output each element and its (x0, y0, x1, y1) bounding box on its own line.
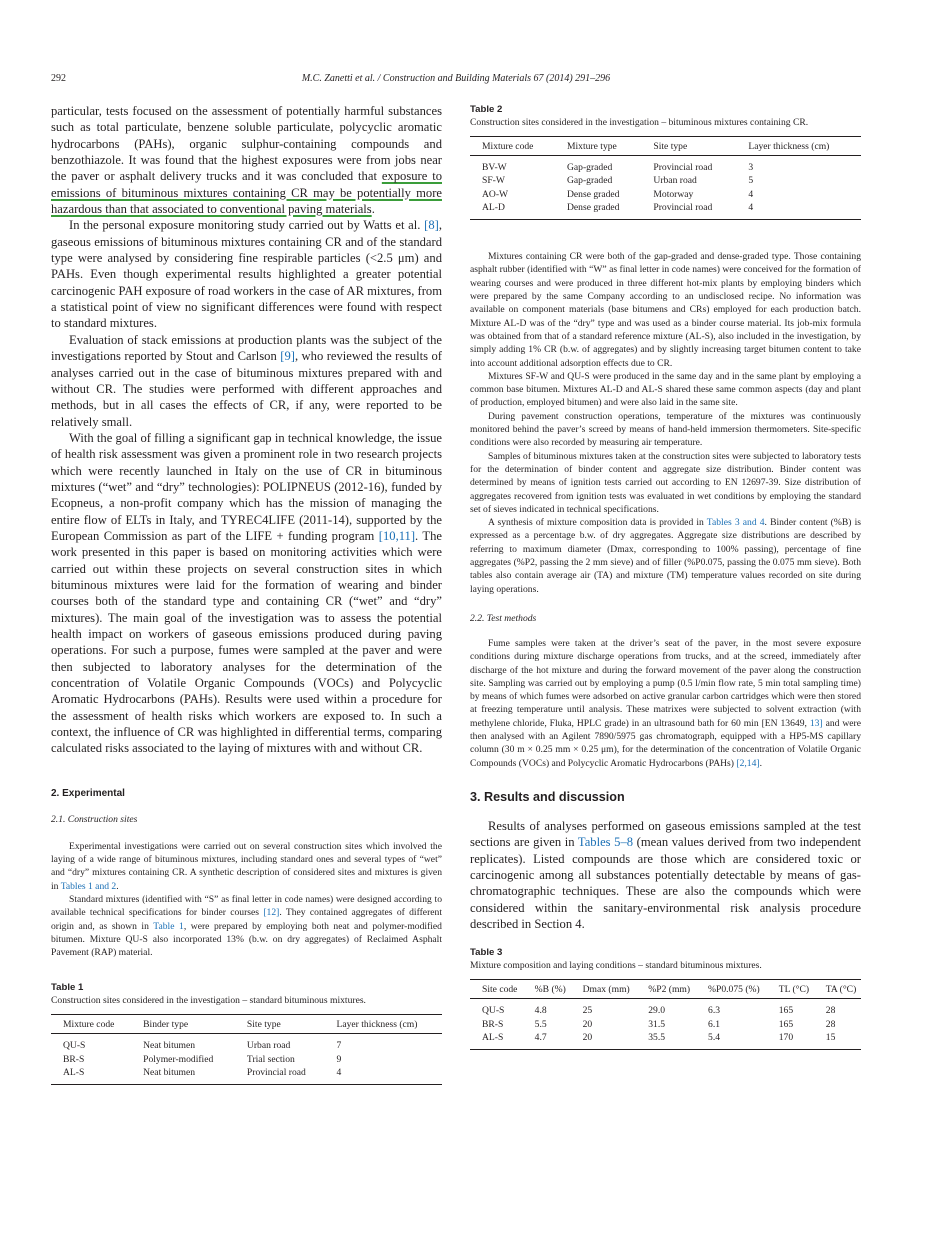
table-cell: Neat bitumen (143, 1067, 196, 1079)
paragraph: With the goal of filling a significant gap in technical knowledge, the issue of health risk assessment was given a prominent role in two research projects which were recently launched in Italy on the use of CR in bituminous mixtures (“wet” and “dry” technologies): POLIPNEUS (2012-16), funded by Ecopneus, a non-profit company which has the mission of managing the entire flow of ELTs in Italy, and TYREC4LIFE (2011-14), supported by the European Commission as part of the LIFE + funding program [10,11]. The work presented in this paper is based on monitoring activities which were carried out within these projects on several construction sites in which bituminous mixtures were laid for the formation of wearing and binder courses both of the standard type and containing CR (“wet” and “dry” mixtures). The main goal of the investigation was to assess the potential health impact on workers of gaseous emissions produced during paving operations. For such a purpose, fumes were sampled at the paver and were then subjected to laboratory analyses for the determination of the concentration of Volatile Organic Compounds (VOCs) and Polycyclic Aromatic Hydrocarbons (PAHs). Results were used within a procedure for the assessment of health risks which workers are exposed to. In such a context, the influence of CR was highlighted in differential terms, comparing calculated risks associated to the laying of mixtures with and without CR. (51, 430, 442, 756)
table-label: Table 2 (470, 104, 503, 115)
table-1 (51, 981, 442, 1085)
table-cell: BV-W (482, 162, 507, 173)
experimental-text (51, 840, 442, 960)
table-cell: AL-S (482, 1031, 504, 1043)
table-cell: Urban road (246, 1040, 291, 1052)
table-cell: 28 (825, 1005, 836, 1017)
table-cell: 25 (582, 1005, 593, 1017)
data-table (470, 136, 861, 220)
table-cell: BR-S (482, 1018, 504, 1030)
column-header: Layer thickness (cm) (748, 141, 830, 152)
table-cell: 7 (336, 1040, 342, 1052)
table-row (470, 1031, 861, 1050)
table-cell: Motorway (653, 188, 694, 200)
table-row (51, 1066, 442, 1085)
table-3 (470, 946, 861, 1050)
data-table (470, 979, 861, 1050)
table-cell: BR-S (63, 1053, 85, 1065)
table-label: Table 3 (470, 947, 503, 959)
left-column (51, 103, 442, 1085)
test-methods-text (470, 637, 861, 770)
table-cell: QU-S (63, 1040, 86, 1052)
mixtures-text (470, 250, 861, 596)
table-cell: 5.5 (534, 1018, 547, 1030)
table-cell: Gap-graded (566, 175, 613, 187)
paragraph: Experimental investigations were carried out on several construction sites which involved the laying of a wide range of bituminous mixtures, including standard ones and several types of “wet” and “dry” mixtures containing CR. A synthetic description of considered sites and mixtures is given in Tables 1 and 2. (51, 840, 442, 892)
results-text (470, 818, 861, 932)
table-cell: AO-W (482, 188, 509, 200)
table-cell: 4.8 (534, 1005, 547, 1017)
paragraph: Evaluation of stack emissions at production plants was the subject of the investigations reported by Stout and Carlson [9], who reviewed the results of analyses carried out in the case of bituminous mixtures prepared with and without CR. The studies were performed with different approaches and methods, but in all cases the effects of CR, if any, were reported to be relatively small. (51, 332, 442, 429)
paragraph: Samples of bituminous mixtures taken at the construction sites were subjected to laboratory tests for the determination of binder content and aggregate size distribution. Binder content was determined by means of ignition tests carried out according to EN 12697-39. Size distribution of aggregates recovered from ignition tests was evaluated in wet conditions by employing the standard set of sieves indicated in technical specifications. (470, 450, 861, 515)
table-cell: 4.7 (534, 1031, 547, 1043)
paragraph: Results of analyses performed on gaseous emissions sampled at the test sections are given in Tables 5–8 (mean values derived from two independent replicates). Listed compounds are those which are considered toxic or carcinogenic among all substances potentially detectable by means of gas-chromatographic techniques. These are also the compounds which were considered within the sanitary-environmental risk analysis procedure described in Section 4. (470, 818, 861, 931)
column-header: Mixture code (63, 1019, 115, 1031)
data-table (51, 1014, 442, 1085)
column-header: TA (°C) (825, 984, 857, 996)
table-cell: 6.1 (708, 1018, 721, 1030)
subsection-heading: 2.2. Test methods (470, 612, 537, 624)
table-caption: Table 1 Construction sites considered in the investigation – standard bituminous mixtures. (51, 982, 366, 1007)
table-row (470, 174, 861, 187)
table-link[interactable]: Tables 5–8 (577, 835, 634, 850)
table-link[interactable]: Table 1 (153, 920, 184, 932)
table-cell: 20 (582, 1031, 593, 1043)
table-cell: Neat bitumen (143, 1040, 196, 1052)
table-row (51, 1034, 442, 1053)
column-header: Layer thickness (cm) (336, 1019, 418, 1031)
column-header: Binder type (143, 1019, 189, 1031)
subsection-heading: 2.1. Construction sites (51, 813, 138, 825)
table-cell: 9 (336, 1053, 342, 1065)
table-cell: 4 (336, 1067, 342, 1079)
column-header: %P2 (mm) (648, 984, 691, 996)
table-link[interactable]: Tables 1 and 2 (60, 880, 117, 892)
table-cell: AL-S (63, 1067, 85, 1079)
table-caption: Table 2 Construction sites considered in the investigation – bituminous mixtures containing CR. (470, 104, 809, 128)
table-cell: 35.5 (648, 1031, 666, 1043)
table-row (51, 1053, 442, 1066)
table-cell: Dense graded (566, 188, 620, 200)
table-cell: SF-W (482, 175, 505, 187)
citation-link[interactable]: [8] (424, 218, 439, 233)
table-row (470, 999, 861, 1018)
column-header: Dmax (mm) (582, 984, 630, 996)
table-cell: 4 (748, 188, 754, 200)
section-heading: 2. Experimental (51, 787, 125, 799)
paragraph: Mixtures containing CR were both of the gap-graded and dense-graded type. Those containing asphalt rubber (identified with “W” as final letter in code names) were conceived for the formation of wearing courses and were produced in three different hot-mix plants by employing binders which were prepared by the same Company according to an undisclosed recipe. No information was available on component materials (base bitumens and CRs) employed for each production batch. Mixture AL-D was of the “dry” type and was used as a binder course material. Its job-mix formula was obtained from that of a standard reference mixture (AL-S), also included in the investigation, by simply adding 1% CR (b.w. of aggregates) and by slightly increasing target bitumen content to take into account additional adsorption effects due to CR. (470, 251, 861, 369)
paragraph: During pavement construction operations, temperature of the mixtures was continuously monitored behind the paver’s screed by means of hand-held immersion thermometers. Site-specific conditions were also recorded by measuring air temperature. (470, 410, 861, 449)
paragraph: Mixtures SF-W and QU-S were produced in the same day and in the same plant by employing a common base bitumen. Mixtures AL-D and AL-S shared these same common aspects (day and plant of production, employed bitumen) and were also laid in the same site. (470, 370, 861, 409)
section-heading: 3. Results and discussion (470, 789, 625, 804)
paragraph: Standard mixtures (identified with “S” as final letter in code names) were designed according to available technical specifications for binder courses [12]. They contained aggregates of different origin and, as shown in Table 1, were prepared by employing both neat and polymer-modified bitumen. Mixture QU-S also incorporated 13% (b.w. on dry aggregates) of Reclaimed Asphalt Pavement (RAP) material. (51, 893, 442, 959)
table-cell: Polymer-modified (143, 1053, 214, 1065)
table-cell: 31.5 (648, 1018, 666, 1030)
table-row (470, 201, 861, 220)
intro-text (51, 103, 442, 757)
column-header: Mixture code (482, 141, 534, 152)
column-header: Site code (482, 984, 518, 996)
column-header: Site type (653, 141, 688, 152)
paragraph: particular, tests focused on the assessment of potentially harmful substances such as total particulate, benzene soluble particulate, polycyclic aromatic hydrocarbons (PAHs), organic sulphur-containing compounds and benzothiazole. It was found that the highest exposures were from jobs near the paver or asphalt delivery trucks and it was concluded that exposure to emissions of bituminous mixtures containing CR may be potentially more hazardous than that associated to conventional paving materials. (51, 104, 442, 217)
citation-link[interactable]: [2,14] (736, 757, 760, 769)
table-link[interactable]: Tables 3 and 4 (706, 517, 765, 529)
table-cell: AL-D (482, 201, 505, 213)
page-number: 292 (51, 73, 66, 84)
table-caption: Table 3 Mixture composition and laying conditions – standard bituminous mixtures. (470, 947, 762, 972)
table-cell: Gap-graded (566, 162, 613, 173)
right-column (470, 103, 861, 1050)
table-cell: 20 (582, 1018, 593, 1030)
table-row (470, 188, 861, 201)
table-cell: Dense graded (566, 201, 620, 213)
highlighted-sentence: exposure to emissions of bituminous mixtures containing CR may be potentially more hazardous than that associated to conventional paving materials (51, 169, 442, 217)
table-header-row (51, 1015, 442, 1034)
citation-link[interactable]: [12] (263, 907, 280, 919)
running-title: M.C. Zanetti et al. / Construction and Building Materials 67 (2014) 291–296 (301, 73, 611, 84)
citation-link[interactable]: [9] (280, 349, 295, 364)
table-cell: 6.3 (708, 1005, 721, 1017)
table-cell: 5.4 (708, 1031, 721, 1043)
column-header: %B (%) (534, 984, 566, 996)
table-header-row (470, 980, 861, 999)
table-cell: Trial section (246, 1053, 295, 1065)
table-cell: 165 (778, 1005, 794, 1017)
table-cell: 5 (748, 175, 754, 187)
table-header-row (470, 137, 861, 156)
table-cell: Provincial road (246, 1067, 306, 1079)
table-row (470, 156, 861, 175)
table-cell: Provincial road (653, 162, 713, 173)
table-cell: QU-S (482, 1005, 505, 1017)
table-cell: 29.0 (648, 1005, 666, 1017)
citation-link[interactable]: [10,11] (378, 528, 416, 543)
table-2 (470, 103, 861, 220)
table-cell: 170 (778, 1031, 794, 1043)
table-cell: 15 (825, 1031, 836, 1043)
column-header: Mixture type (566, 141, 617, 152)
column-header: TL (°C) (778, 984, 810, 996)
table-cell: Urban road (653, 175, 697, 187)
citation-link[interactable]: 13] (809, 717, 823, 729)
column-header: %P0.075 (%) (708, 984, 760, 996)
table-cell: 3 (748, 162, 754, 173)
table-cell: 165 (778, 1018, 794, 1030)
table-label: Table 1 (51, 982, 84, 994)
paragraph: Fume samples were taken at the driver’s seat of the paver, in the most severe exposure conditions during mixture discharge operations from trucks, and at the screed, immediately after discharge of the hot mixture and during the forward movement of the paver along the construction site. Sampling was carried out by employing a pump (0.5 l/min flow rate, 5 min total sampling time) by means of which fumes were adsorbed on active granular carbon cartridges which were then stored at freezing temperature until analysis. These matrixes were subjected to solvent extraction (with methylene chloride, Fluka, HPLC grade) in an ultrasound bath for 60 min [EN 13649, 13] and were then analysed with an Agilent 7890/5975 gas chromatograph, equipped with a HP5-MS capillary column (30 m × 0.25 mm × 0.25 μm), for the determination of the concentration of Volatile Organic Compounds (VOCs) and Polycyclic Aromatic Hydrocarbons (PAHs) [2,14]. (470, 637, 861, 769)
table-cell: 4 (748, 201, 754, 213)
paragraph: A synthesis of mixture composition data is provided in Tables 3 and 4. Binder content (%B) is expressed as a percentage b.w. of dry aggregates. Aggregate size distributions are described by referring to maximum diameter (Dmax, corresponding to 100% passing), percentage of fine aggregates (%P2, passing the 2 mm sieve) and of filler (%P0.075, passing the 0.075 mm sieve). Both tables also contain average air (TA) and mixture (TM) temperature values recorded on site during laying operations. (470, 517, 861, 595)
table-cell: Provincial road (653, 201, 713, 213)
table-row (470, 1018, 861, 1031)
table-cell: 28 (825, 1018, 836, 1030)
column-header: Site type (246, 1019, 281, 1031)
paragraph: In the personal exposure monitoring study carried out by Watts et al. [8], gaseous emissions of bituminous mixtures containing CR and of the standard type were analysed by considering fine respirable particles (<2.5 μm) and PAHs. Even though experimental results highlighted a greater potential carcinogenic PAH exposure of road workers in the case of AR mixtures, from a statistical point of view no significant differences were found with respect to standard mixtures. (51, 218, 442, 331)
